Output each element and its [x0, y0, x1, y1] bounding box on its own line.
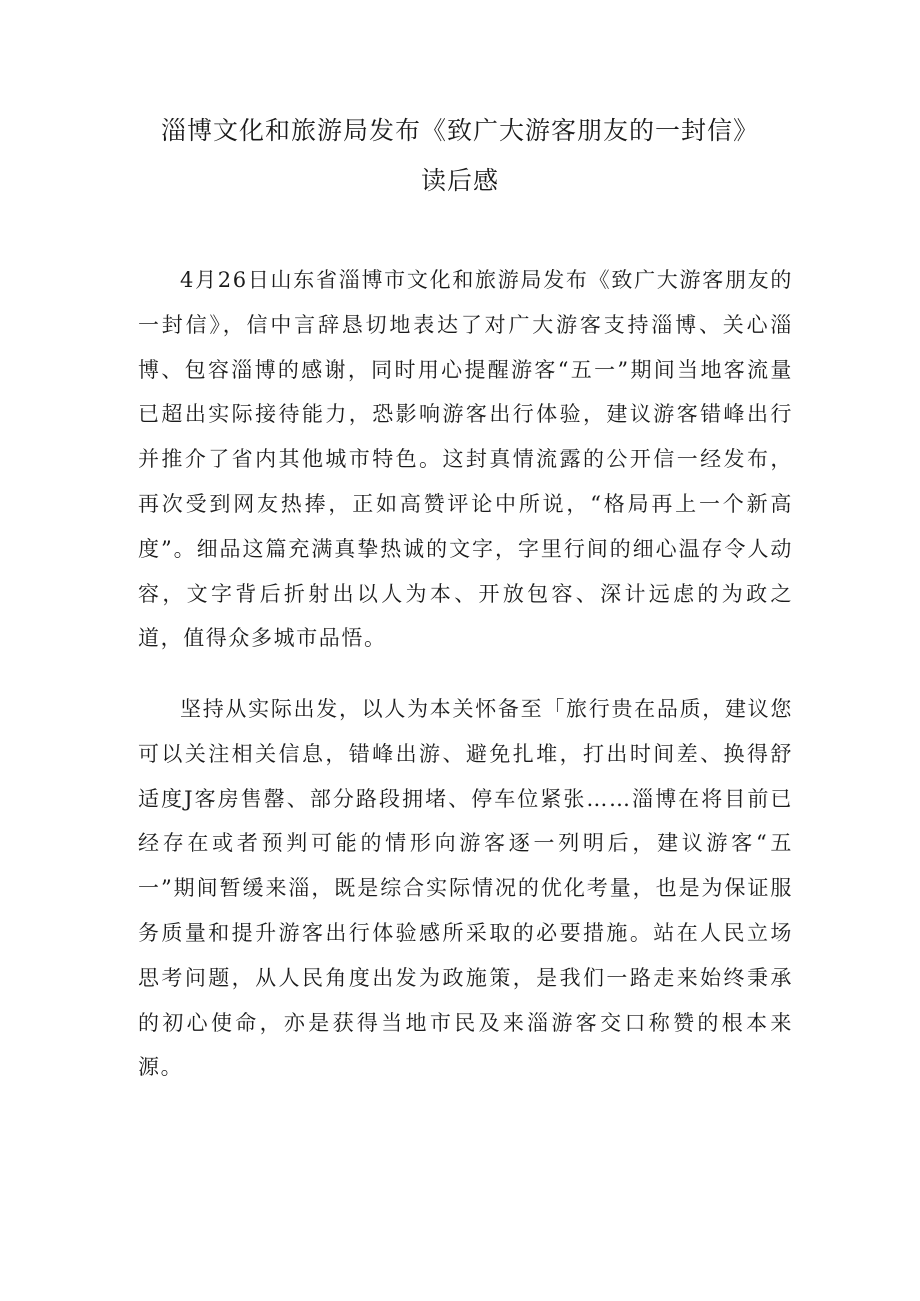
document-title-line1: 淄博文化和旅游局发布《致广大游客朋友的一封信》	[160, 116, 759, 145]
document-title-line2: 读后感	[420, 166, 499, 195]
body-paragraph-1: 4月26日山东省淄博市文化和旅游局发布《致广大游客朋友的一封信》，信中言辞恳切地表达了对广大游客支持淄博、关心淄博、包容淄博的感谢，同时用心提醒游客“五一”期间当地客流量已超出实际接待能力，恐影响游客出行体验，建议游客错峰出行并推介了省内其他城市特色。这封真情流露的公开信一经发布，再次受到网友热捧，正如高赞评论中所说，“格局再上一个新高度”。细品这篇充满真挚热诚的文字，字里行间的细心温存令人动容，文字背后折射出以人为本、开放包容、深计远虑的为政之道，值得众多城市品悟。	[138, 268, 793, 651]
body-paragraph-2: 坚持从实际出发，以人为本关怀备至「旅行贵在品质，建议您可以关注相关信息，错峰出游、避免扎堆，打出时间差、换得舒适度J客房售罄、部分路段拥堵、停车位紧张……淄博在将目前已经存在或者预判可能的情形向游客逐一列明后，建议游客“五一”期间暂缓来淄，既是综合实际情况的优化考量，也是为保证服务质量和提升游客出行体验感所采取的必要措施。站在人民立场思考问题，从人民角度出发为政施策，是我们一路走来始终秉承的初心使命，亦是获得当地市民及来淄游客交口称赞的根本来源。	[138, 697, 793, 1080]
